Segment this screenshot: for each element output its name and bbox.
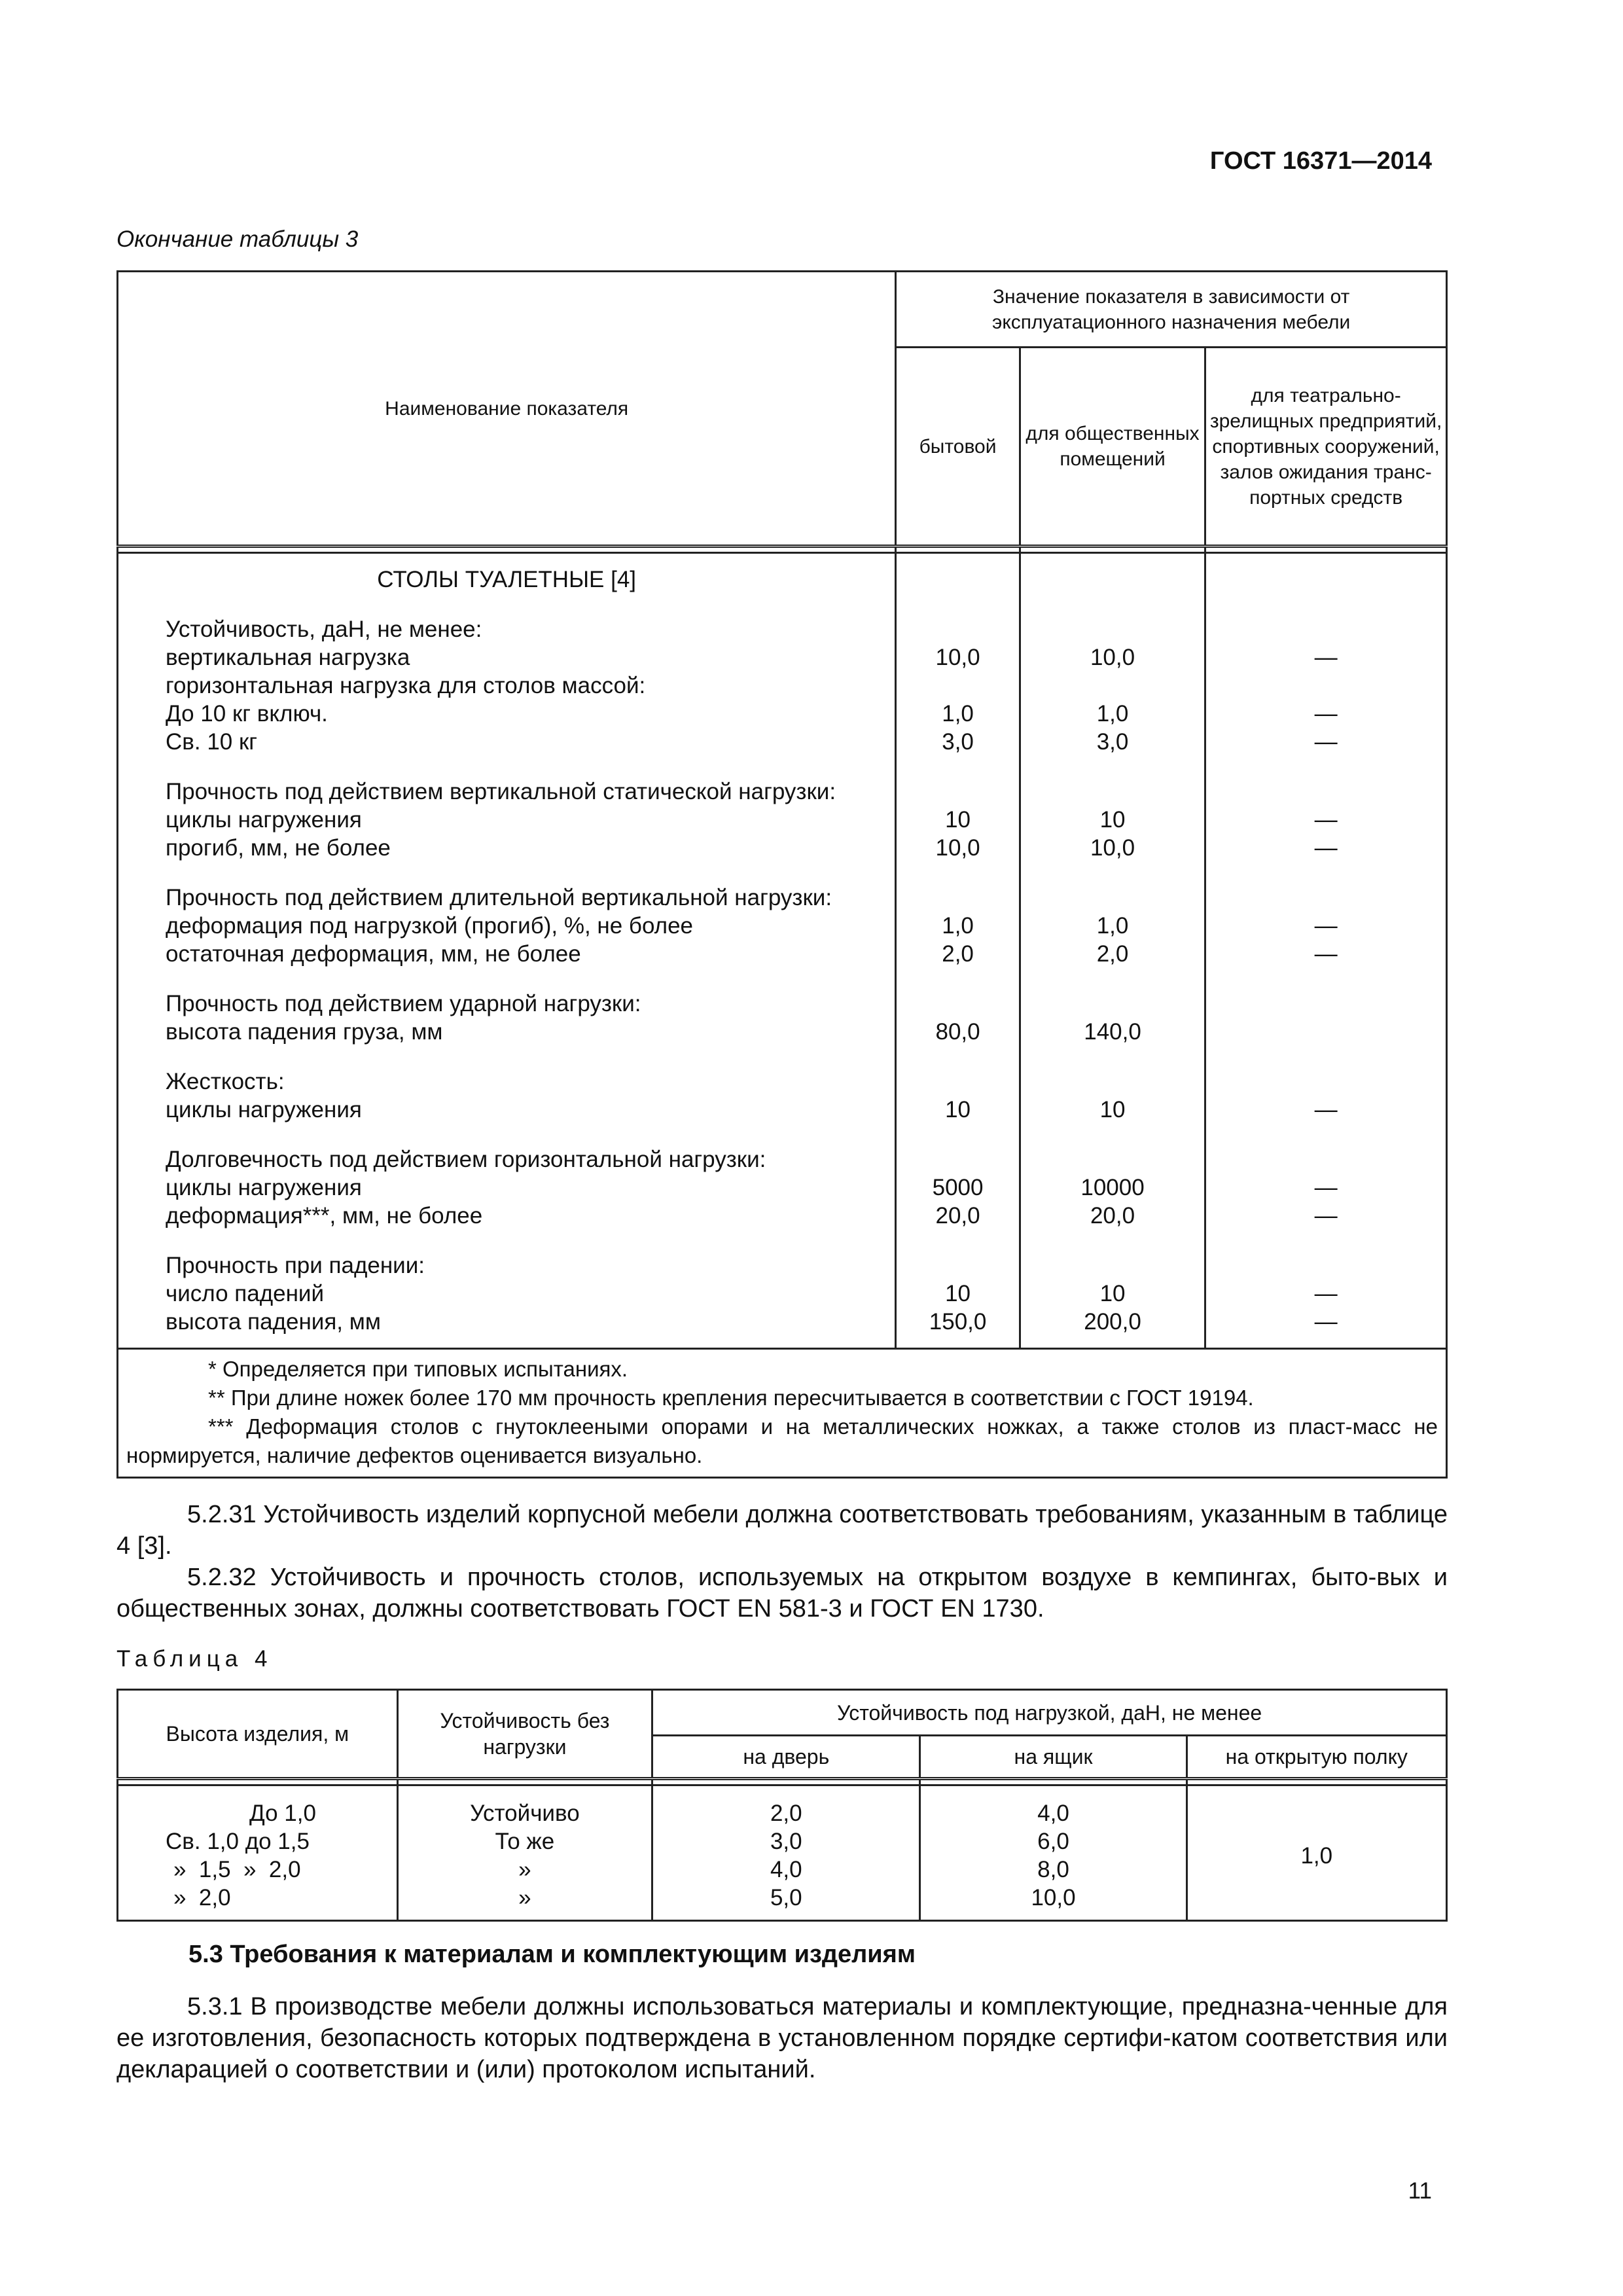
t4-drawer-1: 4,0 — [1037, 1801, 1069, 1826]
t4-heights-cell — [118, 1785, 398, 1921]
indicator-value: 3,0 — [1096, 729, 1129, 755]
indicator-value — [1021, 990, 1204, 1018]
t4-header-height: Высота изделия, м — [118, 1690, 398, 1779]
indicator-value: 2,0 — [942, 941, 974, 967]
indicator-value: 10 — [1099, 1281, 1126, 1306]
t4-door-4: 5,0 — [770, 1885, 802, 1910]
indicator-value: 20,0 — [935, 1203, 980, 1229]
indicator-value — [1206, 672, 1446, 700]
t4-door-3: 4,0 — [770, 1857, 802, 1882]
indicator-label: высота падения груза, мм — [166, 1019, 443, 1045]
indicator-label: Прочность при падении: — [166, 1253, 425, 1278]
section-5-3-title: 5.3 Требования к материалам и комплектующим изделиям — [188, 1941, 916, 1968]
indicator-label: высота падения, мм — [166, 1309, 381, 1335]
values-public-cell — [1020, 553, 1205, 1349]
indicator-label: число падений — [166, 1281, 325, 1306]
indicator-value: 10 — [945, 1281, 971, 1306]
indicator-value: 1,0 — [1096, 701, 1129, 726]
table3-notes — [118, 1349, 1447, 1478]
indicator-label: циклы нагружения — [166, 1175, 362, 1200]
paragraph-5-3-1-text: 5.3.1 В производстве мебели должны использоваться материалы и комплектующие, предназна-ченные для ее изготовления, безопасность которых подтверждена в установленном порядке сертифи-катом соответствия или декларацией о соответствии и (или) протоколом испытаний. — [116, 1993, 1448, 2083]
t4-height-4: » 2,0 — [173, 1885, 231, 1910]
indicator-value: — — [1314, 1097, 1338, 1122]
indicator-label: Жесткость: — [166, 1069, 285, 1094]
indicator-value: 10,0 — [1090, 835, 1135, 861]
paragraph-5-2-31 — [116, 1499, 1448, 1562]
t4-header-shelf: на открытую полку — [1186, 1736, 1446, 1779]
indicator-value: 1,0 — [942, 913, 974, 939]
indicator-value: 3,0 — [942, 729, 974, 755]
t4-height-1: До 1,0 — [249, 1801, 316, 1826]
indicator-value — [897, 1067, 1018, 1096]
table-4 — [116, 1689, 1448, 1922]
indicator-value: 10000 — [1080, 1175, 1145, 1200]
t4-stability-cell — [397, 1785, 652, 1921]
indicator-value: 10 — [1099, 1097, 1126, 1122]
indicator-value: 10 — [1099, 807, 1126, 833]
t4-stability-4: » — [518, 1885, 531, 1910]
values-venues-cell — [1205, 553, 1447, 1349]
t4-header-group: Устойчивость под нагрузкой, даН, не менее — [652, 1690, 1447, 1736]
indicator-value — [1206, 1251, 1446, 1280]
indicator-value — [1021, 1067, 1204, 1096]
indicator-value: — — [1314, 913, 1338, 939]
indicator-value — [1206, 884, 1446, 912]
indicator-value — [897, 615, 1018, 643]
t4-height-2: Св. 1,0 до 1,5 — [166, 1829, 310, 1854]
indicator-value — [1021, 884, 1204, 912]
indicator-value: 10 — [945, 1097, 971, 1122]
indicator-value: 10,0 — [935, 835, 980, 861]
indicator-value: 10,0 — [935, 645, 980, 670]
note-3: *** Деформация столов с гнутоклееными опорами и на металлических ножках, а также столов из пласт-масс не нормируется, наличие дефектов оценивается визуально. — [126, 1414, 1438, 1467]
indicator-value: 140,0 — [1084, 1019, 1141, 1045]
indicator-value: — — [1314, 835, 1338, 861]
indicator-label: горизонтальная нагрузка для столов массой: — [166, 673, 646, 698]
indicator-value — [1206, 615, 1446, 643]
indicator-value — [1021, 1145, 1204, 1174]
indicator-label: Прочность под действием длительной вертикальной нагрузки: — [166, 885, 832, 910]
table3-caption: Окончание таблицы 3 — [116, 226, 359, 252]
indicator-label: остаточная деформация, мм, не более — [166, 941, 581, 967]
t4-stability-3: » — [518, 1857, 531, 1882]
col-header-name: Наименование показателя — [118, 272, 896, 547]
t4-shelf-cell: 1,0 — [1186, 1785, 1446, 1921]
indicator-value — [1206, 1067, 1446, 1096]
paragraph-5-2-31-text: 5.2.31 Устойчивость изделий корпусной мебели должна соответствовать требованиям, указанным в таблице 4 [3]. — [116, 1501, 1448, 1560]
t4-door-1: 2,0 — [770, 1801, 802, 1826]
indicator-value — [1021, 672, 1204, 700]
indicator-label: циклы нагружения — [166, 1097, 362, 1122]
paragraph-5-2-32-text: 5.2.32 Устойчивость и прочность столов, используемых на открытом воздухе в кемпингах, быто-вых и общественных зонах, должны соответствовать ГОСТ EN 581-3 и ГОСТ EN 1730. — [116, 1564, 1448, 1623]
indicator-value — [897, 1251, 1018, 1280]
t4-drawer-4: 10,0 — [1031, 1885, 1076, 1910]
col-header-venues: для театрально-зрелищных предприятий, спортивных сооружений, залов ожидания транс-портных средств — [1205, 348, 1447, 547]
t4-drawer-2: 6,0 — [1037, 1829, 1069, 1854]
col-header-household: бытовой — [896, 348, 1020, 547]
indicator-label: деформация***, мм, не более — [166, 1203, 483, 1229]
t4-header-drawer: на ящик — [920, 1736, 1186, 1779]
indicator-label: прогиб, мм, не более — [166, 835, 391, 861]
indicator-value: 80,0 — [935, 1019, 980, 1045]
indicator-value — [1021, 1251, 1204, 1280]
indicator-value — [897, 672, 1018, 700]
indicator-value — [897, 884, 1018, 912]
indicator-value: 150,0 — [929, 1309, 987, 1335]
indicator-value — [1021, 615, 1204, 643]
indicator-value: 1,0 — [1096, 913, 1129, 939]
paragraph-5-2-32 — [116, 1562, 1448, 1624]
indicator-value: — — [1314, 941, 1338, 967]
indicator-value: — — [1314, 1175, 1338, 1200]
standard-number: ГОСТ 16371—2014 — [1209, 147, 1432, 175]
indicator-value: — — [1314, 1281, 1338, 1306]
note-2: ** При длине ножек более 170 мм прочность крепления пересчитывается в соответствии с ГОСТ 19194. — [208, 1386, 1254, 1410]
indicator-value — [1206, 1145, 1446, 1174]
indicator-value: 20,0 — [1090, 1203, 1135, 1229]
indicator-label: Прочность под действием ударной нагрузки: — [166, 991, 641, 1016]
t4-door-2: 3,0 — [770, 1829, 802, 1854]
indicator-label: циклы нагружения — [166, 807, 362, 833]
col-header-public: для общественных помещений — [1020, 348, 1205, 547]
indicator-label: вертикальная нагрузка — [166, 645, 410, 670]
indicator-value — [1021, 778, 1204, 806]
t4-stability-1: Устойчиво — [470, 1801, 580, 1826]
indicator-value — [897, 1145, 1018, 1174]
indicator-value: 10 — [945, 807, 971, 833]
indicator-label: деформация под нагрузкой (прогиб), %, не более — [166, 913, 694, 939]
indicator-value: — — [1314, 1309, 1338, 1335]
indicator-names-cell — [118, 553, 896, 1349]
indicator-label: Св. 10 кг — [166, 729, 258, 755]
indicator-value: 2,0 — [1096, 941, 1129, 967]
indicator-value: — — [1314, 729, 1338, 755]
indicator-value: 200,0 — [1084, 1309, 1141, 1335]
table4-caption: Таблица 4 — [116, 1646, 273, 1672]
indicator-value: 1,0 — [942, 701, 974, 726]
t4-door-cell — [652, 1785, 920, 1921]
indicator-value — [1206, 1018, 1446, 1046]
t4-drawer-cell — [920, 1785, 1186, 1921]
t4-stability-2: То же — [495, 1829, 555, 1854]
indicator-value — [1206, 990, 1446, 1018]
indicator-value: — — [1314, 645, 1338, 670]
indicator-value: 5000 — [932, 1175, 984, 1200]
indicator-value: — — [1314, 807, 1338, 833]
indicator-label: Долговечность под действием горизонтальной нагрузки: — [166, 1147, 766, 1172]
values-household-cell — [896, 553, 1020, 1349]
indicator-label: Прочность под действием вертикальной статической нагрузки: — [166, 779, 836, 804]
t4-drawer-3: 8,0 — [1037, 1857, 1069, 1882]
t4-height-3: » 1,5 » 2,0 — [173, 1857, 301, 1882]
t4-header-door: на дверь — [652, 1736, 920, 1779]
col-header-group: Значение показателя в зависимости от эксплуатационного назначения мебели — [896, 272, 1447, 348]
indicator-label: Устойчивость, даН, не менее: — [166, 617, 482, 642]
indicator-value: 10,0 — [1090, 645, 1135, 670]
indicator-value — [897, 778, 1018, 806]
indicator-list — [166, 615, 895, 1336]
indicator-value — [1206, 778, 1446, 806]
t4-header-stability: Устойчивость без нагрузки — [397, 1690, 652, 1779]
section-title: СТОЛЫ ТУАЛЕТНЫЕ [4] — [377, 567, 637, 592]
indicator-value: — — [1314, 701, 1338, 726]
indicator-value — [897, 990, 1018, 1018]
table-3 — [116, 270, 1448, 1479]
indicator-label: До 10 кг включ. — [166, 701, 328, 726]
indicator-value: — — [1314, 1203, 1338, 1229]
page-number: 11 — [1408, 2178, 1432, 2204]
paragraph-5-3-1 — [116, 1991, 1448, 2085]
note-1: * Определяется при типовых испытаниях. — [208, 1357, 628, 1381]
